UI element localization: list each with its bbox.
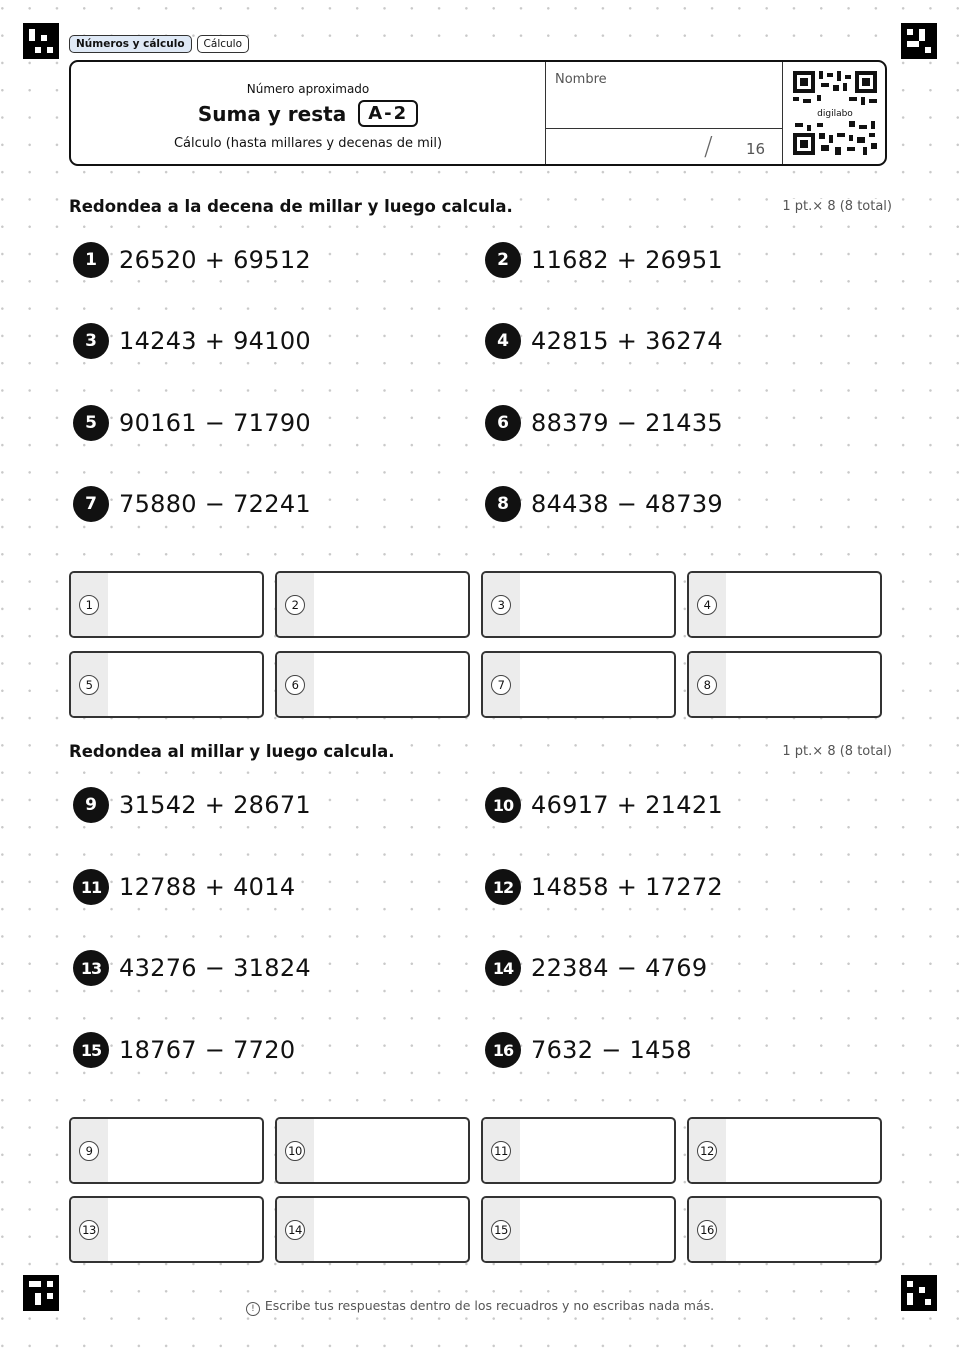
problem-12 [485,867,726,907]
footer-text: Escribe tus respuestas dentro de los recuadros y no escribas nada más. [264,1298,715,1313]
problem-expression: 11682 + 26951 [531,246,726,274]
answer-number: 4 [697,595,717,615]
section-1-title: Redondea a la decena de millar y luego calcula. [69,197,517,216]
answer-box-12[interactable] [687,1117,882,1184]
answer-number: 12 [697,1141,717,1161]
name-label: Nombre [555,72,607,87]
answer-box-14[interactable] [275,1196,470,1263]
worksheet-header [69,60,887,166]
problem-number: 4 [485,323,521,359]
problem-number: 3 [73,323,109,359]
answer-box-8[interactable] [687,651,882,718]
problem-expression: 46917 + 21421 [531,791,726,819]
score-total: 16 [746,140,766,158]
problem-6 [485,403,726,443]
name-block [545,62,783,164]
answer-number: 13 [79,1220,99,1240]
info-icon: ! [246,1302,260,1316]
problem-expression: 12788 + 4014 [119,873,298,901]
problem-expression: 26520 + 69512 [119,246,314,274]
problem-14 [485,948,710,988]
category-tag: Números y cálculo [69,35,192,53]
answer-number: 11 [491,1141,511,1161]
corner-marker-top-right [901,23,937,59]
problem-number: 6 [485,405,521,441]
answer-box-10[interactable] [275,1117,470,1184]
answer-box-11[interactable] [481,1117,676,1184]
problem-expression: 75880 − 72241 [119,490,314,518]
answer-number: 8 [697,675,717,695]
problem-2 [485,240,726,280]
problem-11 [73,867,298,907]
answer-box-5[interactable] [69,651,264,718]
title-block [71,62,545,164]
answer-box-9[interactable] [69,1117,264,1184]
answer-box-2[interactable] [275,571,470,638]
answer-number: 14 [285,1220,305,1240]
problem-expression: 88379 − 21435 [531,409,726,437]
problem-number: 10 [485,787,521,823]
answer-box-15[interactable] [481,1196,676,1263]
corner-marker-top-left [23,23,59,59]
footer-note [0,1298,960,1316]
answer-number: 6 [285,675,305,695]
problem-expression: 42815 + 36274 [531,327,726,355]
answer-number: 9 [79,1141,99,1161]
problem-15 [73,1030,298,1070]
score-slash: / [704,132,713,162]
problem-expression: 31542 + 28671 [119,791,314,819]
problem-number: 7 [73,486,109,522]
problem-number: 1 [73,242,109,278]
problem-5 [73,403,314,443]
problem-number: 14 [485,950,521,986]
section-2-title: Redondea al millar y luego calcula. [69,742,399,761]
answer-box-1[interactable] [69,571,264,638]
problem-9 [73,785,314,825]
worksheet-range: Cálculo (hasta millares y decenas de mil) [173,136,443,151]
problem-1 [73,240,314,280]
problem-number: 12 [485,869,521,905]
problem-number: 11 [73,869,109,905]
problem-3 [73,321,314,361]
problem-number: 9 [73,787,109,823]
answer-number: 10 [285,1141,305,1161]
answer-number: 16 [697,1220,717,1240]
problem-number: 2 [485,242,521,278]
problem-8 [485,484,726,524]
problem-13 [73,948,314,988]
worksheet-title: Suma y resta [197,101,347,126]
answer-number: 5 [79,675,99,695]
answer-number: 15 [491,1220,511,1240]
problem-7 [73,484,314,524]
problem-number: 15 [73,1032,109,1068]
problem-number: 13 [73,950,109,986]
category-tags [69,35,249,53]
problem-expression: 84438 − 48739 [531,490,726,518]
problem-4 [485,321,726,361]
score-field[interactable] [546,128,782,167]
problem-10 [485,785,726,825]
answer-number: 2 [285,595,305,615]
worksheet-subtitle: Número aproximado [246,82,370,96]
answer-box-13[interactable] [69,1196,264,1263]
section-1-points: 1 pt.× 8 (8 total) [782,199,892,214]
answer-box-6[interactable] [275,651,470,718]
problem-expression: 90161 − 71790 [119,409,314,437]
problem-expression: 18767 − 7720 [119,1036,298,1064]
problem-expression: 22384 − 4769 [531,954,710,982]
answer-box-4[interactable] [687,571,882,638]
level-badge: A-2 [358,100,418,127]
problem-16 [485,1030,695,1070]
problem-number: 5 [73,405,109,441]
problem-expression: 14243 + 94100 [119,327,314,355]
qr-code-icon [793,71,877,155]
problem-expression: 14858 + 17272 [531,873,726,901]
answer-number: 3 [491,595,511,615]
answer-box-7[interactable] [481,651,676,718]
problem-expression: 43276 − 31824 [119,954,314,982]
section-2-points: 1 pt.× 8 (8 total) [782,744,892,759]
problem-expression: 7632 − 1458 [531,1036,695,1064]
answer-box-3[interactable] [481,571,676,638]
answer-number: 7 [491,675,511,695]
problem-number: 16 [485,1032,521,1068]
answer-number: 1 [79,595,99,615]
answer-box-16[interactable] [687,1196,882,1263]
subcategory-tag: Cálculo [197,35,249,53]
problem-number: 8 [485,486,521,522]
qr-label: digilabo [817,109,853,119]
